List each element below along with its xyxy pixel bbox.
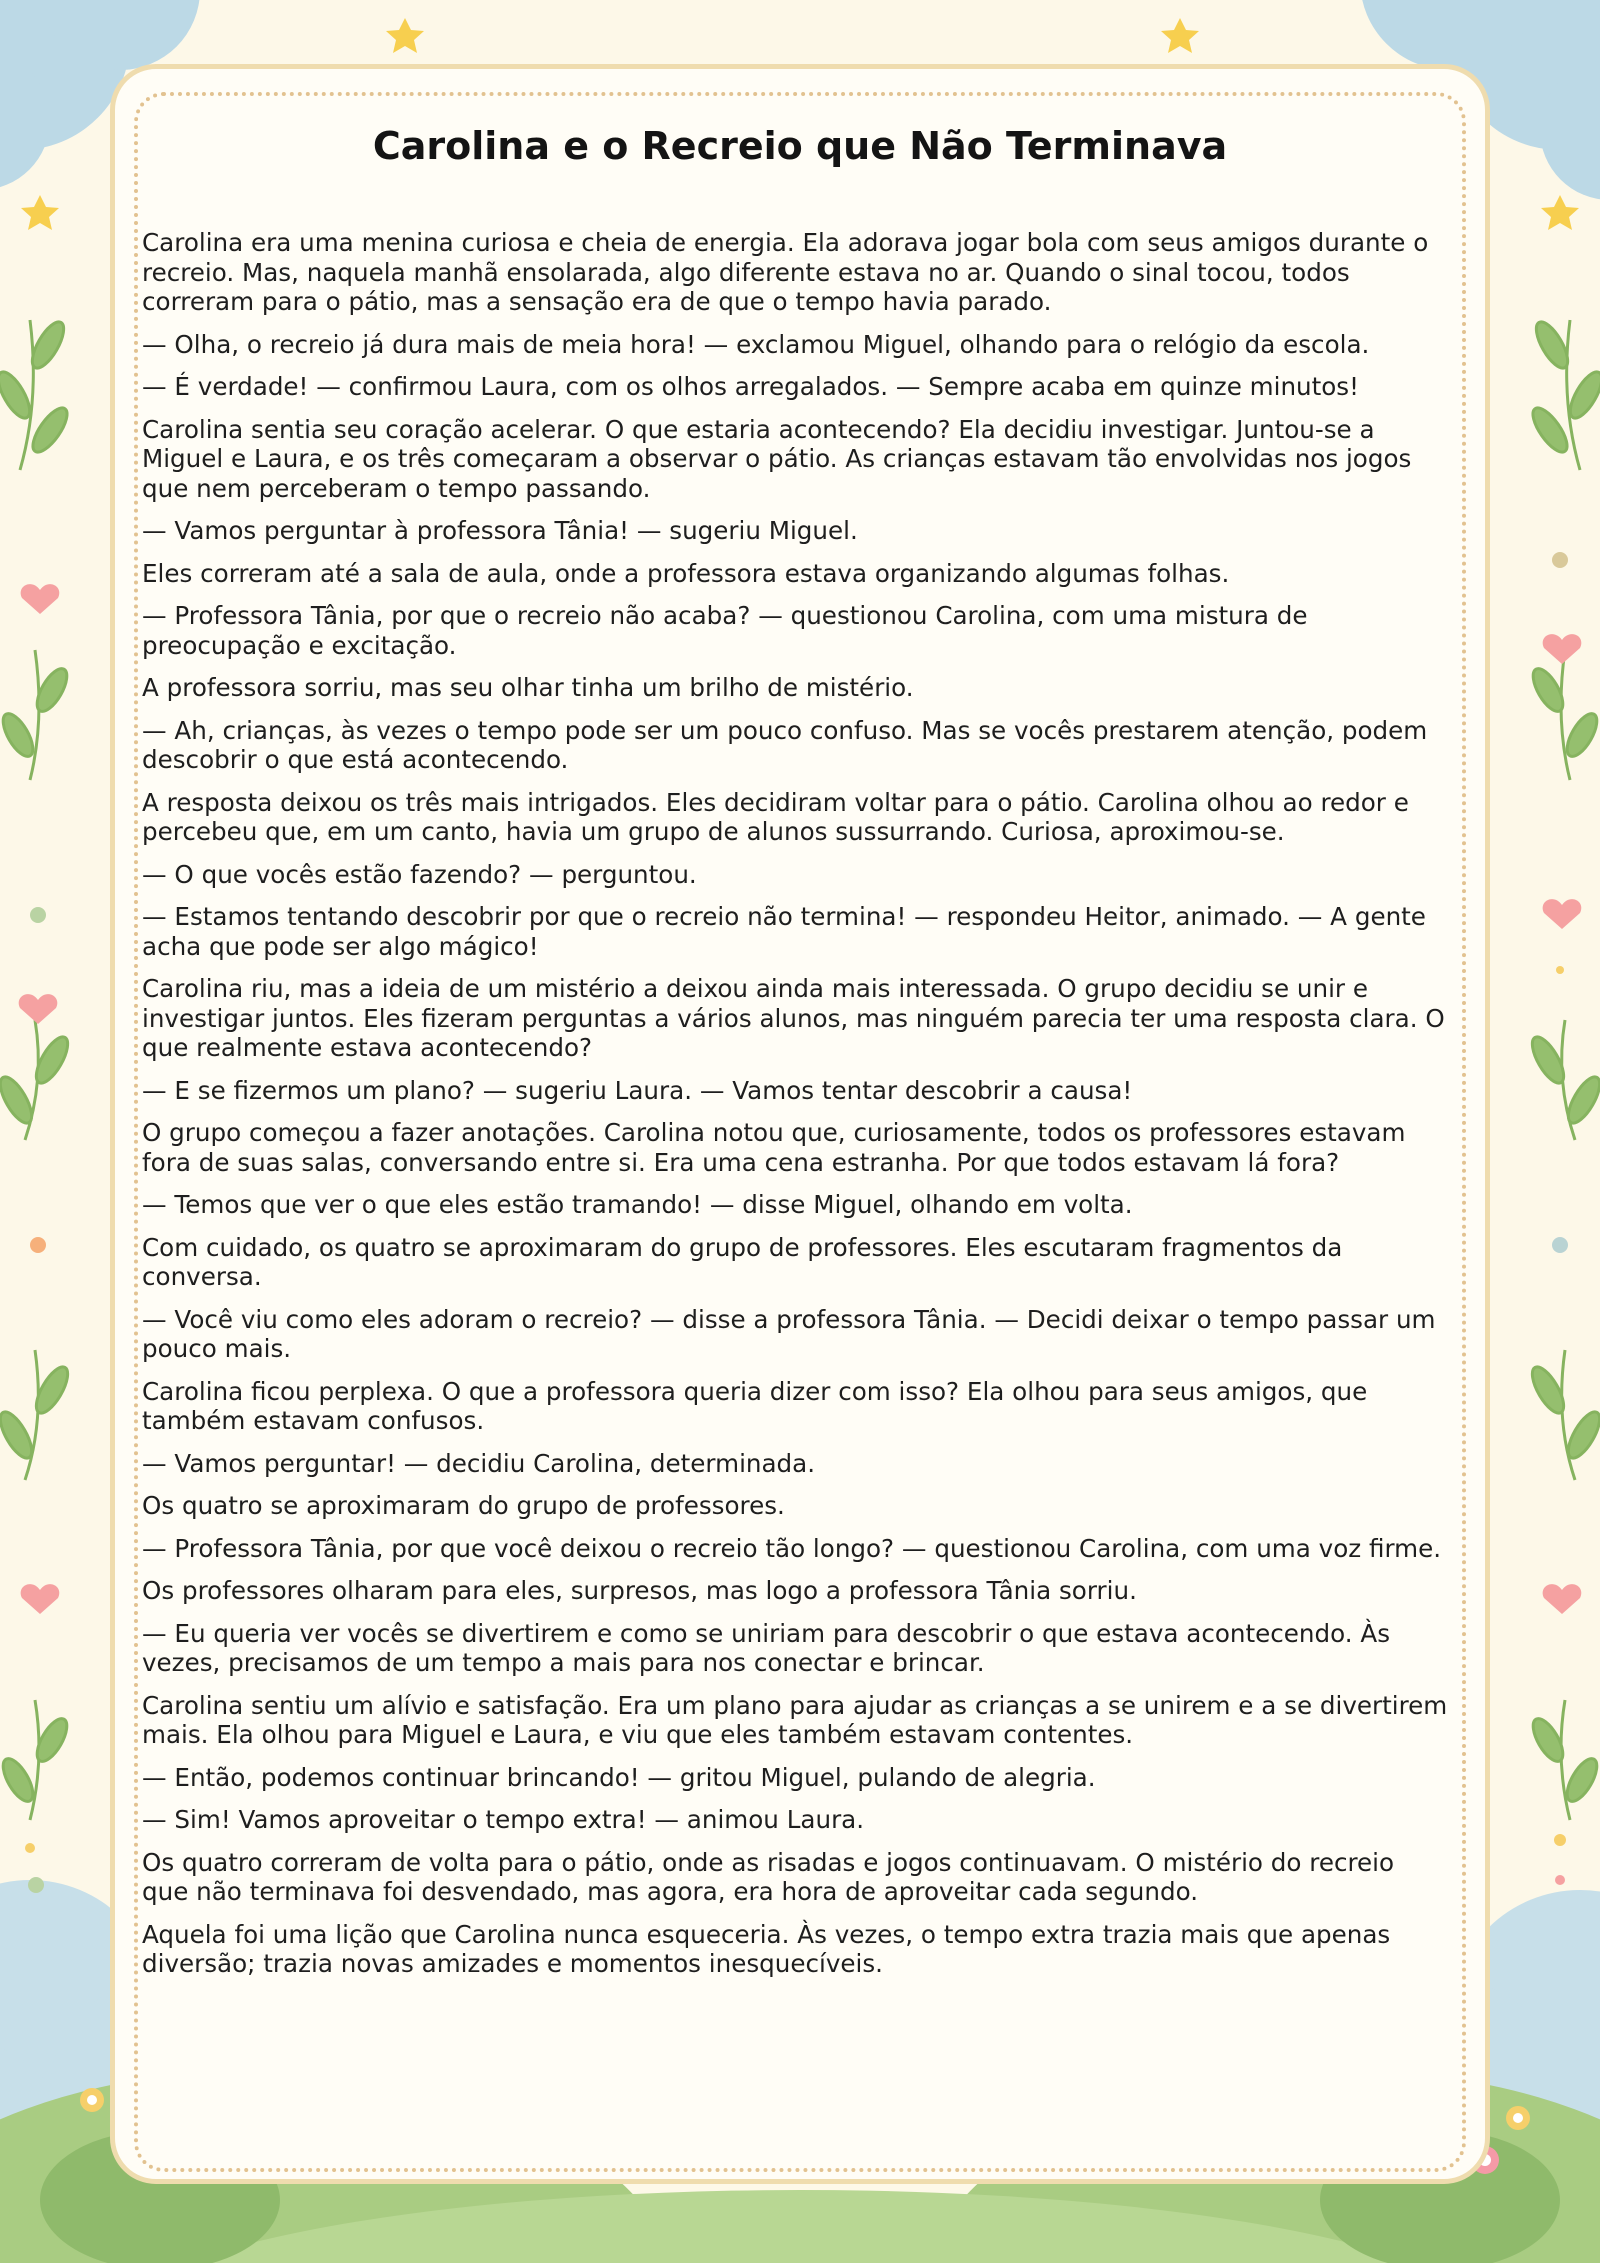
paragraph: Carolina era uma menina curiosa e cheia de energia. Ela adorava jogar bola com seus amigos durante o recreio. Mas, naquela manhã ensolarada, algo diferente estava no ar. Quando o sinal tocou, todos correram para o pátio, mas a sensação era de que o tempo havia parado. xyxy=(142,228,1429,316)
paragraph: — Eu queria ver vocês se divertirem e como se uniriam para descobrir o que estava acontecendo. Às vezes, precisamos de um tempo a mais para nos conectar e brincar. xyxy=(142,1618,1391,1677)
paragraph: — Temos que ver o que eles estão tramando! — disse Miguel, olhando em volta. xyxy=(142,1190,1133,1219)
paragraph: — Vamos perguntar à professora Tânia! — sugeriu Miguel. xyxy=(142,516,858,545)
paragraph: — Você viu como eles adoram o recreio? — disse a professora Tânia. — Decidi deixar o tempo passar um pouco mais. xyxy=(142,1304,1436,1363)
paragraph: Os professores olharam para eles, surpresos, mas logo a professora Tânia sorriu. xyxy=(142,1576,1137,1605)
paragraph: Os quatro se aproximaram do grupo de professores. xyxy=(142,1491,785,1520)
paragraph: Carolina sentiu um alívio e satisfação. Era um plano para ajudar as crianças a se unirem e a se divertirem mais. Ela olhou para Miguel e Laura, e viu que eles também estavam contentes. xyxy=(142,1690,1448,1749)
paragraph: — E se fizermos um plano? — sugeriu Laura. — Vamos tentar descobrir a causa! xyxy=(142,1075,1133,1105)
paragraph: A resposta deixou os três mais intrigados. Eles decidiram voltar para o pátio. Carolina olhou ao redor e percebeu que, em um canto, havia um grupo de alunos sussurrando. Curiosa, aproximou-se. xyxy=(142,787,1409,846)
paragraph: — Professora Tânia, por que você deixou o recreio tão longo? — questionou Carolina, com uma voz firme. xyxy=(142,1533,1442,1563)
paragraph: Aquela foi uma lição que Carolina nunca esqueceria. Às vezes, o tempo extra trazia mais que apenas diversão; trazia novas amizades e momentos inesquecíveis. xyxy=(142,1919,1391,1978)
paragraph: Carolina sentia seu coração acelerar. O que estaria acontecendo? Ela decidiu investigar. Juntou-se a Miguel e Laura, e os três começaram a observar o pátio. As crianças estavam tão envolvidas nos jogos que nem perceberam o tempo passando. xyxy=(142,414,1412,503)
paragraph: — Então, podemos continuar brincando! — gritou Miguel, pulando de alegria. xyxy=(142,1762,1096,1792)
paragraph: Com cuidado, os quatro se aproximaram do grupo de professores. Eles escutaram fragmentos da conversa. xyxy=(142,1232,1343,1291)
paragraph: — Sim! Vamos aproveitar o tempo extra! — animou Laura. xyxy=(142,1805,865,1834)
paragraph: — Ah, crianças, às vezes o tempo pode ser um pouco confuso. Mas se vocês prestarem atenção, podem descobrir o que está acontecendo. xyxy=(142,715,1428,774)
paragraph: A professora sorriu, mas seu olhar tinha um brilho de mistério. xyxy=(142,673,914,702)
paragraph: O grupo começou a fazer anotações. Carolina notou que, curiosamente, todos os professores estavam fora de suas salas, conversando entre si. Era uma cena estranha. Por que todos estavam lá fora? xyxy=(142,1118,1406,1177)
paragraph: — Professora Tânia, por que o recreio não acaba? — questionou Carolina, com uma mistura de preocupação e excitação. xyxy=(142,601,1308,660)
paragraph: — Vamos perguntar! — decidiu Carolina, determinada. xyxy=(142,1448,816,1478)
paragraph: Carolina riu, mas a ideia de um mistério a deixou ainda mais interessada. O grupo decidiu se unir e investigar juntos. Eles fizeram perguntas a vários alunos, mas ninguém parecia ter uma resposta clara. O que realmente estava acontecendo? xyxy=(142,974,1445,1062)
story-text xyxy=(142,228,1448,1992)
paragraph: — O que vocês estão fazendo? — perguntou. xyxy=(142,859,697,889)
paragraph: — É verdade! — confirmou Laura, com os olhos arregalados. — Sempre acaba em quinze minutos! xyxy=(142,372,1359,401)
paragraph: — Estamos tentando descobrir por que o recreio não termina! — respondeu Heitor, animado. — A gente acha que pode ser algo mágico! xyxy=(142,902,1426,961)
page-title: Carolina e o Recreio que Não Terminava xyxy=(372,124,1228,168)
paragraph: Eles correram até a sala de aula, onde a professora estava organizando algumas folhas. xyxy=(142,558,1230,588)
paragraph: Carolina ficou perplexa. O que a professora queria dizer com isso? Ela olhou para seus amigos, que também estavam confusos. xyxy=(142,1376,1368,1435)
paragraph: — Olha, o recreio já dura mais de meia hora! — exclamou Miguel, olhando para o relógio da escola. xyxy=(142,329,1370,359)
paragraph: Os quatro correram de volta para o pátio, onde as risadas e jogos continuavam. O mistério do recreio que não terminava foi desvendado, mas agora, era hora de aproveitar cada segundo. xyxy=(142,1847,1395,1906)
